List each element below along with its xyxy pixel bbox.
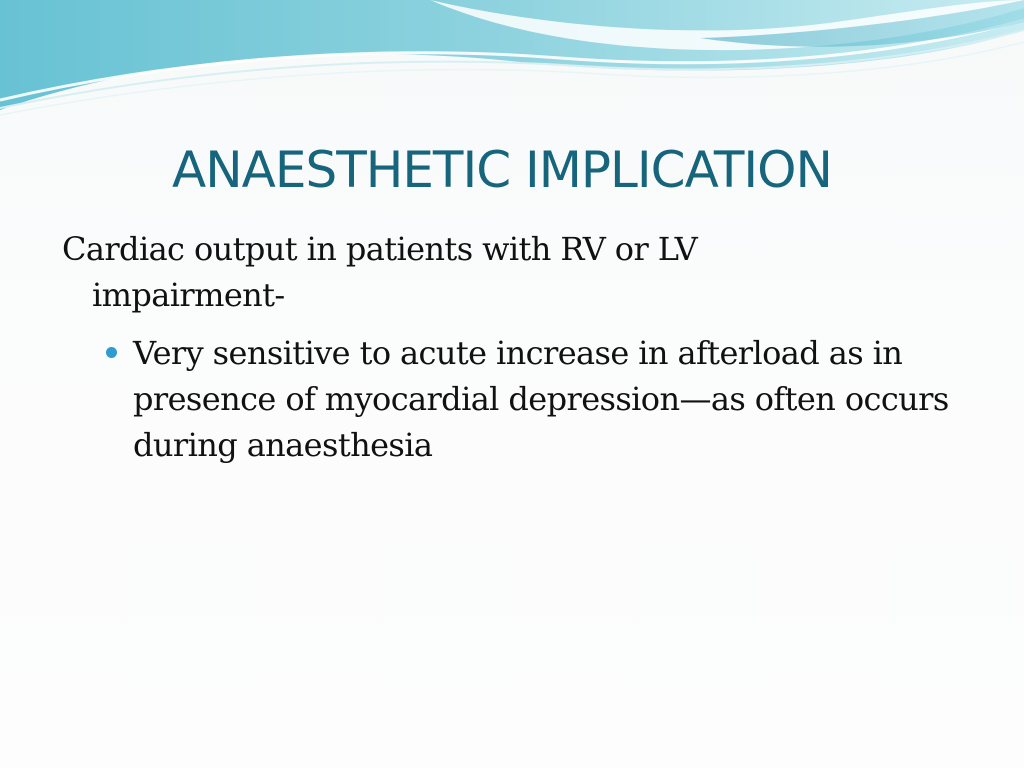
header-wave-decoration [0,0,1024,130]
level1-paragraph: Cardiac output in patients with RV or LV impairment- [62,230,698,314]
bullet-text: Very sensitive to acute increase in afterload as in presence of myocardial depression—as often occurs during anaesthesia [133,334,949,464]
bullet-item [62,330,963,468]
bullet-dot-icon [106,347,117,358]
slide-body [62,226,962,468]
slide-title: ANAESTHETIC IMPLICATION [172,141,832,199]
